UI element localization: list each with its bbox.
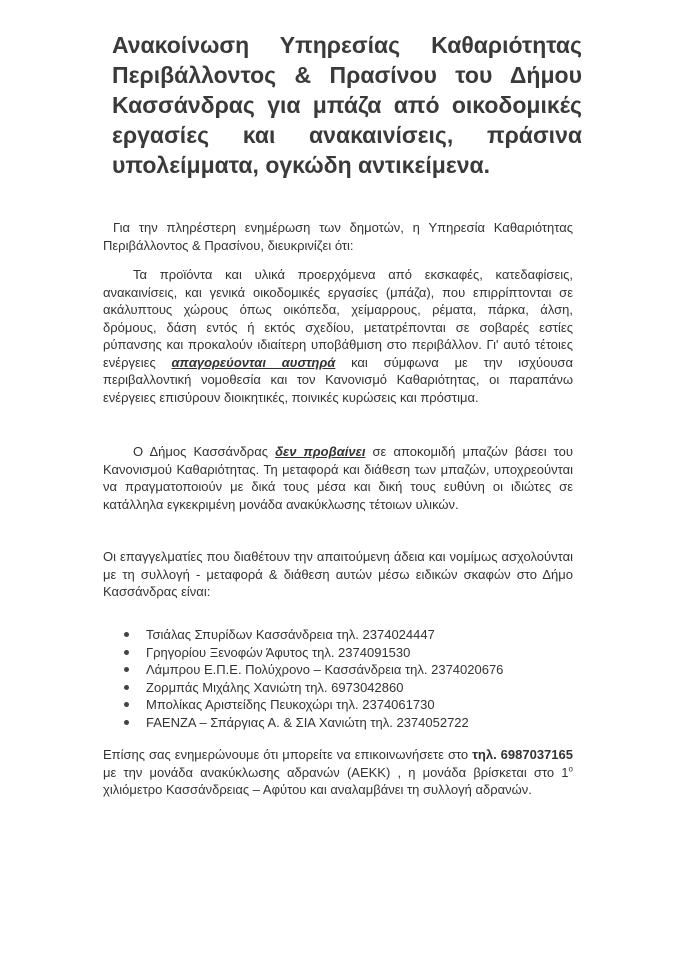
list-item	[118, 644, 588, 662]
contractor-text: FAENZA – Σπάργιας Α. & ΣΙΑ Χανιώτη τηλ. 2374052722	[146, 714, 469, 730]
contractor-text: Γρηγορίου Ξενοφών Άφυτος τηλ. 2374091530	[146, 644, 411, 660]
paragraph-text: Επίσης σας ενημερώνουμε ότι μπορείτε να επικοινωνήσετε στο	[103, 747, 469, 762]
contractor-text: Ζορμπάς Μιχάλης Χανιώτη τηλ. 6973042860	[146, 679, 404, 695]
bullet-icon	[124, 685, 129, 690]
paragraph-recycling-unit	[103, 746, 573, 799]
contractor-list	[118, 626, 588, 731]
paragraph-text: Ο Δήμος Κασσάνδρας	[133, 444, 268, 459]
contractor-text: Μπολίκας Αριστείδης Πευκοχώρι τηλ. 2374061730	[146, 697, 435, 712]
list-item	[118, 696, 588, 714]
contractor-text: Τσιάλας Σπυρίδων Κασσάνδρεια τηλ. 2374024447	[146, 627, 435, 642]
contractor-text: Λάμπρου Ε.Π.Ε. Πολύχρονο – Κασσάνδρεια τηλ. 2374020676	[146, 662, 504, 677]
paragraph-text: χιλιόμετρο Κασσάνδρειας – Αφύτου και αναλαμβάνει τη συλλογή αδρανών.	[103, 782, 532, 797]
bullet-icon	[124, 720, 129, 725]
paragraph-text: με την μονάδα ανακύκλωσης αδρανών (ΑΕΚΚ) , η μονάδα βρίσκεται στο 1	[103, 764, 569, 780]
paragraph-text: και σύμφωνα με την ισχύουσα περιβαλλοντική νομοθεσία και τον Κανονισμό Καθαριότητας, οι παραπάνω ενέργειες επισύρουν διοικητικές, ποινικές κυρώσεις και πρόστιμα.	[103, 354, 573, 405]
recycling-phone: τηλ. 6987037165	[472, 747, 573, 762]
list-item	[118, 661, 588, 679]
bullet-icon	[124, 632, 129, 637]
paragraph-prohibition	[103, 266, 573, 406]
list-item	[118, 679, 588, 697]
emphasis-strictly-prohibited: απαγορεύονται αυστηρά	[171, 354, 336, 370]
bullet-icon	[124, 702, 129, 707]
announcement-title: Ανακοίνωση Υπηρεσίας Καθαριότητας Περιβάλλοντος & Πρασίνου του Δήμου Κασσάνδρας για μπάζα από οικοδομικές εργασίες και ανακαινίσεις, πράσινα υπολείμματα, ογκώδη αντικείμενα.	[112, 32, 582, 178]
bullet-icon	[124, 650, 129, 655]
paragraph-professionals: Οι επαγγελματίες που διαθέτουν την απαιτούμενη άδεια και νομίμως ασχολούνται με τη συλλογή - μεταφορά & διάθεση αυτών μέσω ειδικών σκαφών στο Δήμο Κασσάνδρας είναι:	[103, 549, 573, 599]
paragraph-municipality	[103, 443, 573, 513]
ordinal-superscript: ο	[568, 764, 573, 774]
paragraph-text: Τα προϊόντα και υλικά προερχόμενα από εκσκαφές, κατεδαφίσεις, ανακαινίσεις, και γενικά οικοδομικές εργασίες (μπάζα), που επιρρίπτονται σε ακάλυπτους χώρους όπως οικόπεδα, χείμαρρους, ρέματα, πάρκα, άλση, δρόμους, δάση εντός ή εκτός σχεδίου, μετατρέπονται σε σοβαρές εστίες ρύπανσης και προκαλούν ιδιαίτερη υποβάθμιση στο περιβάλλον. Γι' αυτό τέτοιες ενέργειες	[103, 267, 573, 370]
emphasis-does-not-collect: δεν προβαίνει	[275, 444, 366, 459]
bullet-icon	[124, 667, 129, 672]
paragraph-text: σε αποκομιδή μπαζών βάσει του Κανονισμού Καθαριότητας. Τη μεταφορά και διάθεση των μπαζών, υποχρεούνται να πραγματοποιούν με δικά τους μέσα και δική τους ευθύνη οι ιδιώτες σε κατάλληλα εγκεκριμένη μονάδα ανακύκλωσης τέτοιων υλικών.	[103, 444, 573, 512]
list-item	[118, 626, 588, 644]
list-item	[118, 714, 588, 732]
intro-paragraph: Για την πληρέστερη ενημέρωση των δημοτών, η Υπηρεσία Καθαριότητας Περιβάλλοντος & Πρασίνου, διευκρινίζει ότι:	[103, 220, 573, 253]
